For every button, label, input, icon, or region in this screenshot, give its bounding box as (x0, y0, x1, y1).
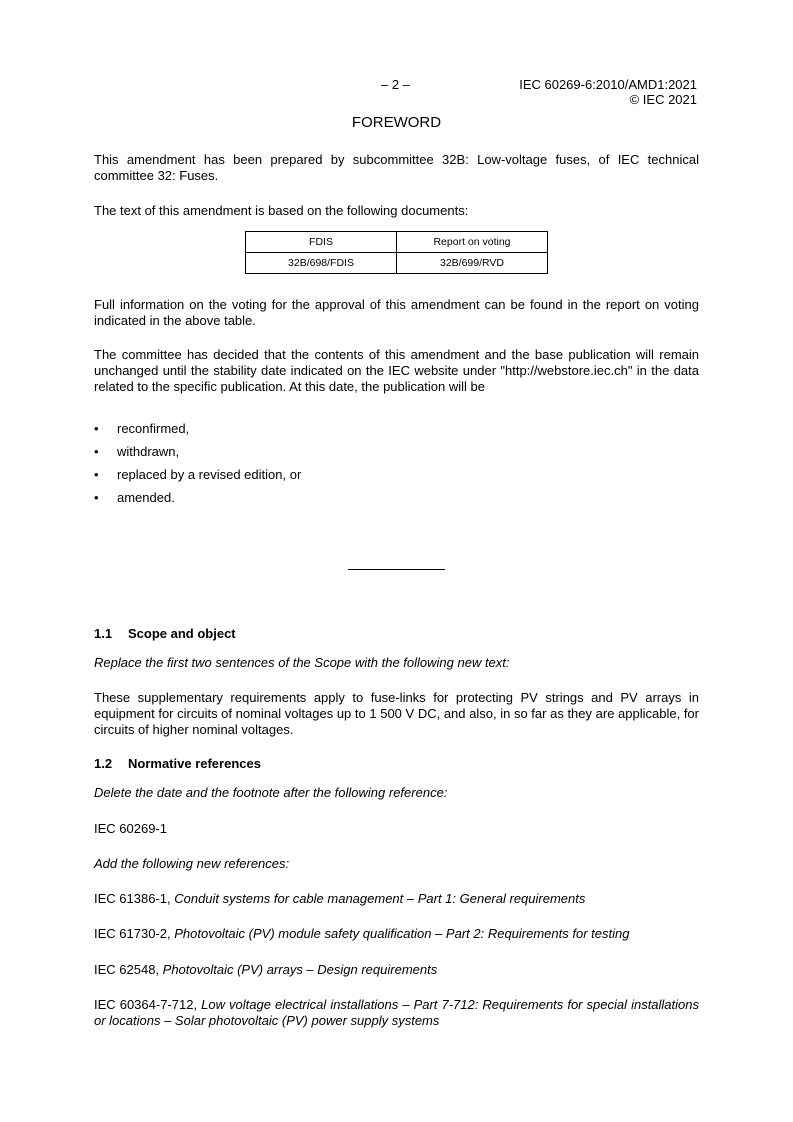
normative-section-number: 1.2 (94, 756, 113, 771)
committee-decision-paragraph: The committee has decided that the contents of this amendment and the base publication will remain unchanged until the stability date indicated on the IEC website under "http://webstore.iec.ch" in the data related to the specific publication. At this date, the publication will be (94, 347, 699, 394)
copyright-notice: © IEC 2021 (629, 92, 697, 107)
section-separator-line (348, 569, 445, 570)
reference-entry (94, 891, 699, 907)
reference-code: IEC 61386-1, (94, 891, 175, 906)
scope-section-title: Scope and object (128, 626, 236, 641)
scope-heading (94, 626, 236, 642)
foreword-intro-paragraph: This amendment has been prepared by subcommittee 32B: Low-voltage fuses, of IEC technical committee 32: Fuses. (94, 152, 699, 183)
reference-title: Low voltage electrical installations – Part 7-712: Requirements for special installations or locations – Solar photovoltaic (PV) power supply systems (94, 997, 700, 1028)
reference-entry (94, 962, 699, 978)
reference-iec-60269-1: IEC 60269-1 (94, 821, 167, 836)
table-header-fdis: FDIS (246, 232, 397, 253)
reference-title: Photovoltaic (PV) module safety qualification – Part 2: Requirements for testing (174, 926, 630, 941)
delete-instruction: Delete the date and the footnote after the following reference: (94, 785, 448, 800)
scope-section-number: 1.1 (94, 626, 113, 641)
list-item-text: withdrawn, (117, 444, 180, 459)
bullet-icon: • (94, 490, 99, 505)
table-header-report-on-voting: Report on voting (397, 232, 548, 253)
list-item-text: amended. (117, 490, 175, 505)
reference-title: Photovoltaic (PV) arrays – Design requirements (162, 962, 438, 977)
table-header-row (246, 232, 548, 253)
bullet-icon: • (94, 421, 99, 436)
list-item (94, 467, 301, 490)
documents-intro-paragraph: The text of this amendment is based on the following documents: (94, 203, 469, 218)
reference-code: IEC 61730-2, (94, 926, 175, 941)
page-number: – 2 – (381, 77, 410, 92)
document-reference (519, 77, 697, 107)
list-item (94, 490, 301, 513)
scope-instruction: Replace the first two sentences of the Scope with the following new text: (94, 655, 510, 670)
bullet-icon: • (94, 444, 99, 459)
full-information-paragraph: Full information on the voting for the approval of this amendment can be found in the report on voting indicated in the above table. (94, 297, 699, 328)
normative-section-title: Normative references (128, 756, 261, 771)
reference-entry (94, 997, 699, 1029)
list-item (94, 444, 301, 467)
foreword-title: FOREWORD (351, 114, 442, 131)
normative-references-heading (94, 756, 261, 772)
reference-title: Conduit systems for cable management – Part 1: General requirements (174, 891, 586, 906)
reference-code: IEC 62548, (94, 962, 163, 977)
bullet-icon: • (94, 467, 99, 482)
voting-documents-table (245, 231, 548, 274)
table-cell-rvd: 32B/699/RVD (397, 253, 548, 274)
table-cell-fdis: 32B/698/FDIS (246, 253, 397, 274)
document-id: IEC 60269-6:2010/AMD1:2021 (519, 77, 697, 92)
reference-entry (94, 926, 699, 942)
add-instruction: Add the following new references: (94, 856, 290, 871)
list-item (94, 421, 301, 444)
list-item-text: replaced by a revised edition, or (117, 467, 302, 482)
list-item-text: reconfirmed, (117, 421, 190, 436)
scope-text-paragraph: These supplementary requirements apply to fuse-links for protecting PV strings and PV arrays in equipment for circuits of nominal voltages up to 1 500 V DC, and also, in so far as they are applicable, for circuits of higher nominal voltages. (94, 690, 699, 737)
reference-code: IEC 60364-7-712, (94, 997, 202, 1012)
table-row (246, 253, 548, 274)
publication-status-list (94, 421, 301, 513)
